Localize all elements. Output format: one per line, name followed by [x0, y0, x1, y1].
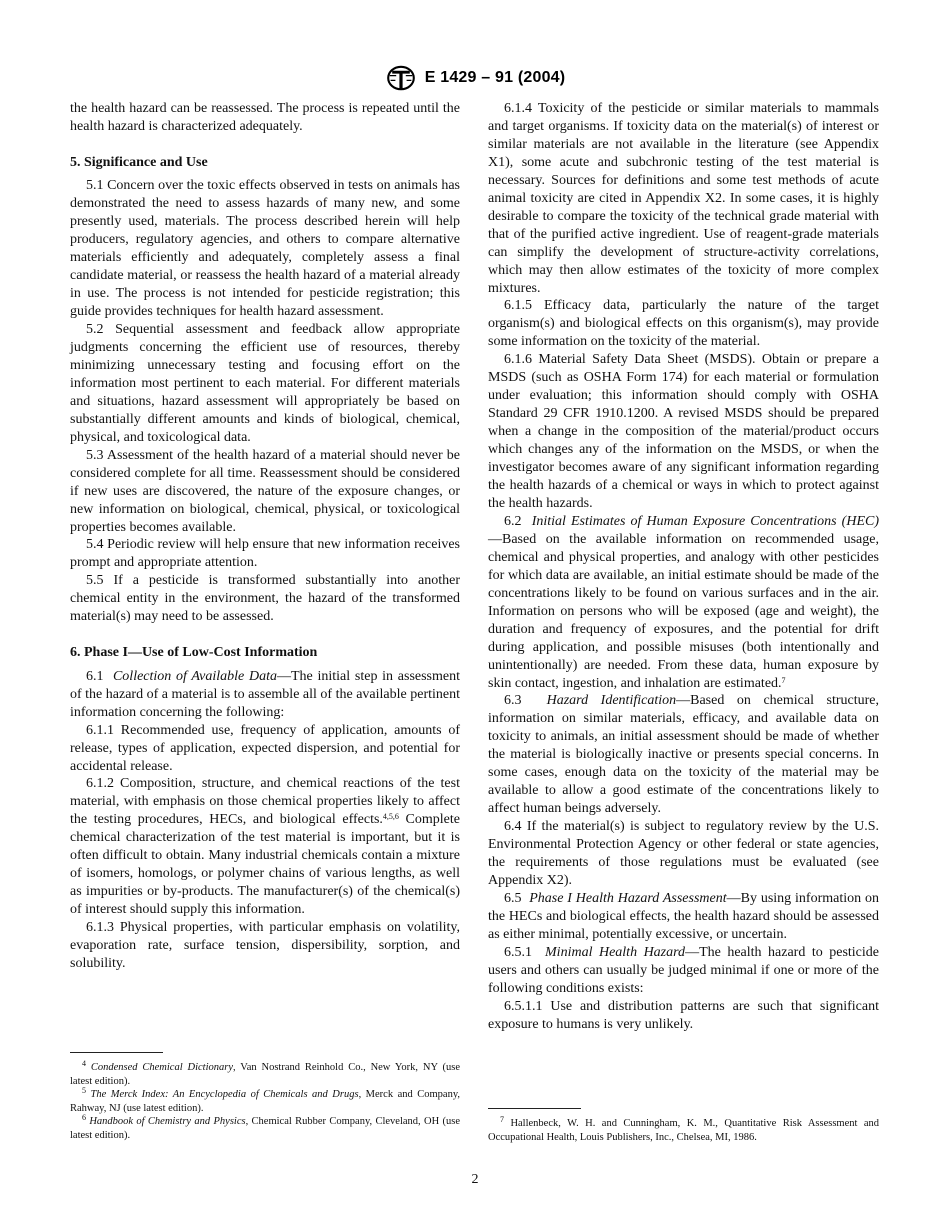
section-heading-6: 6. Phase I—Use of Low-Cost Information [70, 645, 318, 661]
footnote-divider [488, 1108, 581, 1109]
footnote-4: $^4$ Condensed Chemical Dictionary, Van Nostrand Reinhold Co., New York, NY (use latest edition). [70, 1059, 461, 1087]
astm-logo-icon [385, 64, 417, 92]
paragraph-6-3: 6.3 Hazard Identification—Based on chemical structure, information on similar materials, efficacy, and available data on toxicity to animals, an initial assessment should be made of whether the material is biologically inactive or presents special concerns. In some cases, enough data on the toxicity of the material may be available to allow a good estimate of the concentrations likely to affect human beings adversely. [488, 693, 880, 817]
page-header [0, 64, 950, 92]
paragraph-continued: the health hazard can be reassessed. The process is repeated until the health hazard is characterized adequately. [70, 101, 460, 134]
paragraph-6-5-1-1: 6.5.1.1 Use and distribution patterns are such that significant exposure to humans is very unlikely. [488, 998, 879, 1032]
paragraph-5-3: 5.3 Assessment of the health hazard of a material should never be considered complete for all time. Reassessment should be considered if new uses are discovered, the nature of the exposure changes, or new information on biological, chemical, physical, or toxicological properties becomes available. [70, 447, 460, 535]
paragraph-6-1-2: 6.1.2 Composition, structure, and chemical reactions of the test material, with emphasis on those chemical properties likely to affect the testing procedures, HECs, and biological effects.$^{4,5,6}$ Complete chemical characterization of the test material is important, but it is often difficult to obtain. Many industrial chemicals contain a mixture of isomers, homologs, or polymer chains of various lengths, as well as impurities or by-products. The manufacturer(s) of the chemical(s) of interest should supply this information. [70, 776, 460, 918]
document-designation: E 1429 – 91 (2004) [424, 69, 566, 86]
paragraph-6-1-5: 6.1.5 Efficacy data, particularly the nature of the target organism(s) and biological effects on this organism(s), may provide some information on the toxicity of the material. [488, 298, 879, 350]
footnotes-left [70, 1052, 460, 1143]
footnote-ref[interactable]: 7 [781, 675, 786, 685]
footnote-7: $^7$ Hallenbeck, W. H. and Cunningham, K. M., Quantitative Risk Assessment and Occupational Health, Louis Publishers, Inc., Chelsea, MI, 1986. [488, 1115, 879, 1143]
paragraph-5-2: 5.2 Sequential assessment and feedback allow appropriate judgments concerning the efficient use of resources, thereby minimizing unnecessary testing and focusing effort on the information most pertinent to each material. For different materials and situations, hazard assessment will appropriately be based on substantially different amounts and kinds of biological, chemical, physical, and toxicological data. [70, 322, 460, 445]
footnotes-right [488, 1108, 879, 1144]
paragraph-5-1: 5.1 Concern over the toxic effects observed in tests on animals has demonstrated the need to assess hazards of many new, and some presently used, materials. The process described herein will help producers, regulatory agencies, and others to compare alternative materials efficiently and adequately, completely assess a final candidate material, or reassess the health hazard of a material already in use. The process is not intended for pesticide registration; this guide provides techniques for health hazard assessment. [70, 178, 460, 320]
paragraph-5-5: 5.5 If a pesticide is transformed substantially into another chemical entity in the environment, the hazard of the transformed material(s) may need to be assessed. [70, 573, 460, 625]
paragraph-6-1-1: 6.1.1 Recommended use, frequency of application, amounts of release, types of application, expected dispersion, and potential for accidental release. [70, 722, 460, 774]
paragraph-5-4: 5.4 Periodic review will help ensure that new information receives prompt and appropriate attention. [70, 537, 460, 571]
paragraph-6-1-3: 6.1.3 Physical properties, with particular emphasis on volatility, evaporation rate, surface tension, dispersibility, sorption, and solubility. [70, 920, 460, 971]
paragraph-6-1-4: 6.1.4 Toxicity of the pesticide or similar materials to mammals and target organisms. If toxicity data on the material(s) of interest or similar materials are not available in the literature (see Appendix X1), some acute and subchronic testing of the test material is necessary. Sources for definitions and some test methods of acute animal toxicity are cited in Appendix X2. In some cases, it is highly desirable to compare the toxicity of the technical grade material with that of the purified active ingredient. Use of reagent-grade materials can simplify the development of structure-activity correlations, which may then allow estimates of the toxicity of more complex mixtures. [488, 101, 879, 296]
footnote-5: $^5$ The Merck Index: An Encyclopedia of Chemicals and Drugs, Merck and Company, Rahway, NJ (use latest edition). [70, 1086, 461, 1114]
section-heading-5: 5. Significance and Use [70, 154, 208, 170]
paragraph-6-5: 6.5 Phase I Health Hazard Assessment—By using information on the HECs and biological effects, the health hazard should be assessed as either minimal, potentially excessive, or uncertain. [488, 890, 879, 942]
footnote-divider [70, 1052, 163, 1053]
page-number: 2 [471, 1172, 479, 1187]
paragraph-6-5-1: 6.5.1 Minimal Health Hazard—The health hazard to pesticide users and others can usually be judged minimal if one or more of the following conditions exists: [488, 944, 879, 996]
left-column [70, 100, 460, 973]
paragraph-6-1: 6.1 Collection of Available Data—The initial step in assessment of the hazard of a material is to assemble all of the available pertinent information concerning the following: [70, 668, 460, 720]
right-column [488, 100, 879, 1034]
paragraph-6-4: 6.4 If the material(s) is subject to regulatory review by the U.S. Environmental Protection Agency or other federal or state agencies, the requirements of those regulations must be evaluated (see Appendix X2). [488, 819, 879, 888]
footnote-6: $^6$ Handbook of Chemistry and Physics, Chemical Rubber Company, Cleveland, OH (use latest edition). [70, 1113, 461, 1141]
paragraph-6-2: 6.2 Initial Estimates of Human Exposure Concentrations (HEC)—Based on the available information on recommended usage, chemical and physical properties, and analogy with other pesticides for which data are available, an initial estimate should be made of the concentrations likely to be found on various surfaces and in the air. Information on persons who will be exposed (age and weight), the duration and frequency of exposures, and the potential for drift during application, and possible misuses (both intentionally and unintentionally) are needed. From these data, human exposure by skin contact, ingestion, and inhalation are estimated.$^7$ [488, 513, 879, 691]
footnote-ref[interactable]: 4,5,6 [382, 812, 399, 822]
paragraph-6-1-6: 6.1.6 Material Safety Data Sheet (MSDS). Obtain or prepare a MSDS (such as OSHA Form 174) for each material or formulation under evaluation; this information should comply with OSHA Standard 29 CFR 1910.1200. A revised MSDS should be prepared when a change in the composition of the material/product occurs which changes any of the information on the MSDS, or when the investigator becomes aware of any significant information regarding the health hazards of a chemical or ways in which to protect against the health hazards. [488, 352, 879, 511]
